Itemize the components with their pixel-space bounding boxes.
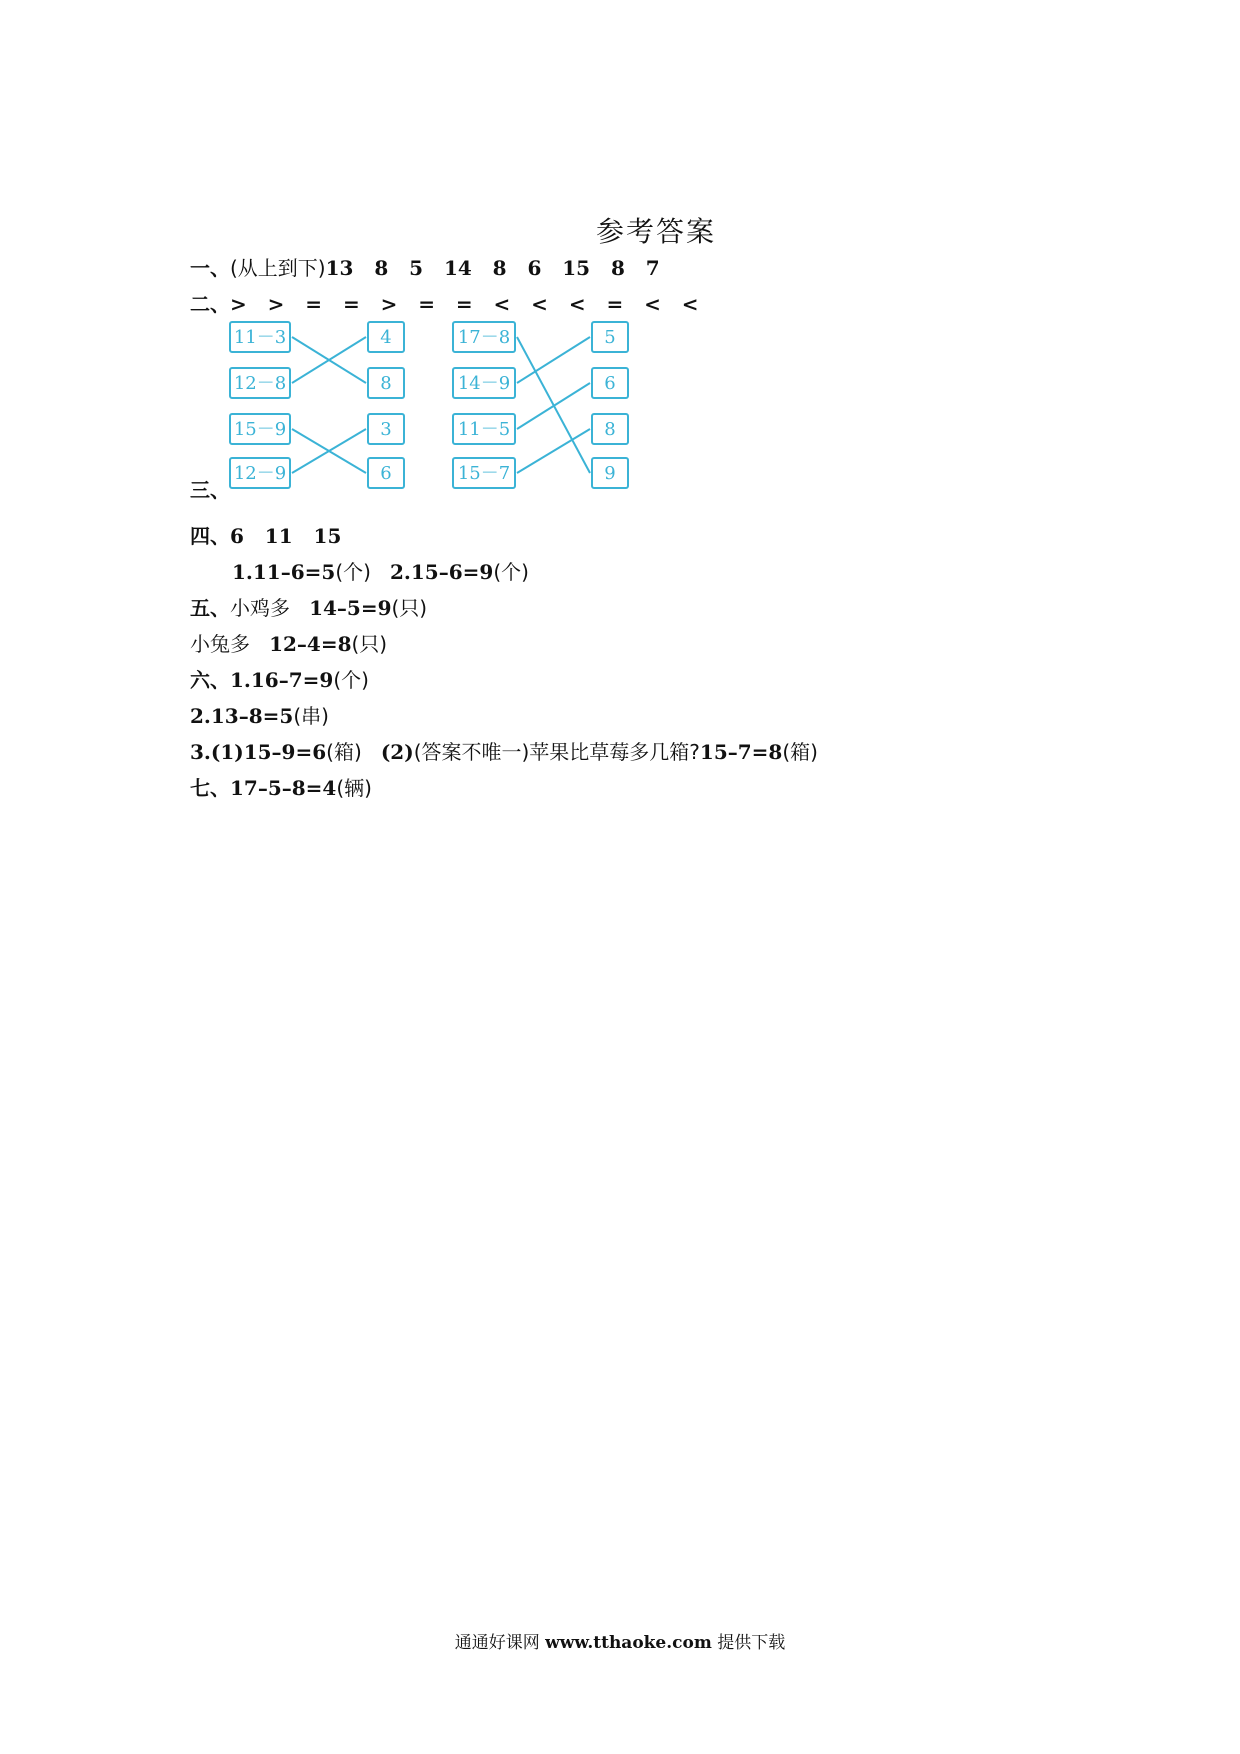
answer-line-3 (190, 476, 230, 504)
q6-l3-a-unit: (箱) (326, 740, 362, 764)
answer-line-5b (190, 630, 387, 658)
q5-text2: 小兔多 (190, 632, 250, 656)
q4-sub2: 2.15–6=9 (390, 560, 494, 584)
right-match-line (517, 383, 590, 429)
q7-eq: 17–5–8=4 (230, 776, 337, 800)
right-result-text: 6 (604, 373, 616, 394)
right-result-text: 8 (604, 419, 616, 440)
footer (0, 1628, 1240, 1653)
q6-l3-b-num: (2) (380, 740, 414, 764)
footer-url[interactable]: www.tthaoke.com (545, 1633, 712, 1653)
q5-eq2: 12–4=8 (269, 632, 352, 656)
q5-unit2: (只) (351, 632, 388, 656)
right-expr-text: 11－5 (457, 419, 511, 440)
q6-label: 六、 (190, 668, 230, 692)
q4-sub1-unit: (个) (335, 560, 371, 584)
q5-label: 五、 (190, 596, 230, 620)
left-result-text: 6 (380, 463, 392, 484)
q1-label: 一、 (190, 256, 230, 280)
answer-line-6 (190, 666, 369, 694)
right-result-text: 9 (604, 463, 616, 484)
right-match-line (517, 337, 590, 383)
q6-l3-b-eq: 15–7=8 (699, 740, 783, 764)
q6-l2-eq: 2.13–8=5 (190, 704, 294, 728)
q1-answers: 13 8 5 14 8 6 15 8 7 (325, 256, 660, 280)
q4-sub1: 1.11–6=5 (232, 560, 336, 584)
answer-line-4 (190, 522, 341, 550)
answer-line-5 (190, 594, 427, 622)
q3-label: 三、 (190, 478, 230, 502)
left-expr-text: 15－9 (233, 419, 287, 440)
q5-eq1: 14–5=9 (309, 596, 392, 620)
q4-answers: 6 11 15 (230, 524, 342, 548)
q7-unit: (辆) (336, 776, 372, 800)
q6-l2-unit: (串) (293, 704, 329, 728)
q6-l3-a: 3.(1)15–9=6 (190, 740, 327, 764)
left-result-text: 4 (380, 327, 392, 348)
q2-label: 二、 (190, 292, 230, 316)
page-title: 参考答案 (595, 215, 716, 248)
answer-line-4-sub (232, 558, 529, 586)
right-expr-text: 17－8 (457, 327, 511, 348)
answer-line-7 (190, 774, 372, 802)
q6-l3-b-unit: (箱) (782, 740, 818, 764)
q6-l3-b-text: (答案不唯一)苹果比草莓多几箱? (413, 740, 700, 764)
left-result-text: 3 (380, 419, 392, 440)
right-expr-text: 14－9 (457, 373, 511, 394)
left-expr-text: 12－9 (233, 463, 287, 484)
q1-prefix: (从上到下) (230, 256, 326, 280)
q5-text1: 小鸡多 (230, 596, 290, 620)
q4-label: 四、 (190, 524, 230, 548)
left-expr-text: 12－8 (233, 373, 287, 394)
q7-label: 七、 (190, 776, 230, 800)
left-expr-text: 11－3 (233, 327, 287, 348)
answer-line-6c (190, 738, 818, 766)
q6-l1-unit: (个) (333, 668, 369, 692)
q6-l1-eq: 1.16–7=9 (230, 668, 334, 692)
left-result-text: 8 (380, 373, 392, 394)
footer-site: 通通好课网 (454, 1633, 540, 1653)
footer-suffix: 提供下载 (717, 1633, 786, 1653)
right-expr-text: 15－7 (457, 463, 511, 484)
answer-line-6b (190, 702, 329, 730)
q4-sub2-unit: (个) (493, 560, 529, 584)
matching-diagram (0, 0, 1240, 520)
q2-answers: > > = = > = = < < < = < < (230, 292, 699, 316)
q5-unit1: (只) (391, 596, 428, 620)
right-result-text: 5 (604, 327, 616, 348)
